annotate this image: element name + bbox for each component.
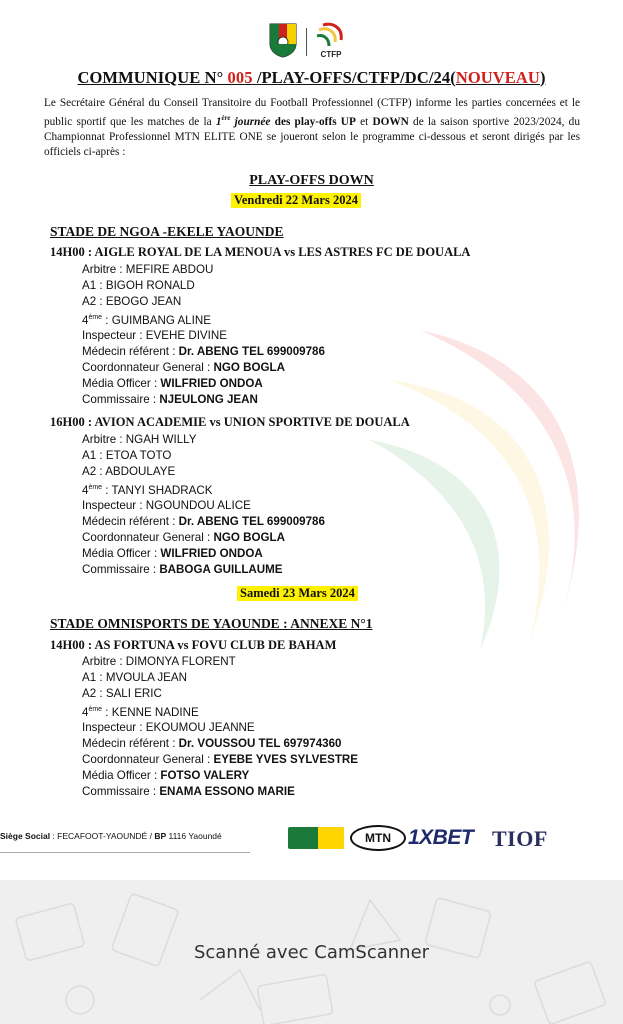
commissaire: Commissaire : BABOGA GUILLAUME bbox=[82, 563, 283, 577]
date-saturday: Samedi 23 Mars 2024 bbox=[237, 586, 358, 601]
media-officer: Média Officer : WILFRIED ONDOA bbox=[82, 377, 263, 391]
nouveau-tag: NOUVEAU bbox=[455, 68, 540, 87]
tiof-logo: TIOF bbox=[492, 826, 548, 851]
1xbet-logo: 1XBET bbox=[408, 826, 474, 849]
match-3-officials bbox=[82, 654, 358, 800]
coordonnateur: Coordonnateur General : EYEBE YVES SYLVESTRE bbox=[82, 753, 359, 767]
media-officer: Média Officer : FOTSO VALERY bbox=[82, 769, 250, 783]
fourth-official: 4ème : TANYI SHADRACK bbox=[82, 483, 213, 497]
match-2-title: 16H00 : AVION ACADEMIE vs UNION SPORTIVE DE DOUALA bbox=[50, 415, 410, 429]
inspecteur: Inspecteur : EVEHE DIVINE bbox=[82, 329, 227, 343]
fecafoot-logo-icon bbox=[268, 22, 298, 58]
elite-one-logo-accent bbox=[318, 827, 344, 849]
arbitre: Arbitre : NGAH WILLY bbox=[82, 433, 197, 446]
ctfp-logo-text: CTFP bbox=[320, 50, 342, 59]
intro-paragraph: Le Secrétaire Général du Conseil Transitoire du Football Professionnel (CTFP) informe les parties concernées et le public sportif que les matches de la 1ère journée des play-offs UP et DOWN de la saison sportive 2023/2024, du Championnat Professionnel MTN ELITE ONE se joueront selon le programme ci-dessous et seront dirigés par les officiels ci-après : bbox=[44, 97, 580, 159]
sponsor-logos bbox=[288, 823, 588, 855]
watermark-emblem bbox=[360, 320, 620, 650]
assistant-1: A1 : MVOULA JEAN bbox=[82, 670, 188, 684]
assistant-2: A2 : EBOGO JEAN bbox=[82, 294, 182, 308]
assistant-1: A1 : ETOA TOTO bbox=[82, 448, 172, 462]
date-friday: Vendredi 22 Mars 2024 bbox=[231, 193, 361, 208]
assistant-2: A2 : SALI ERIC bbox=[82, 686, 162, 700]
ctfp-logo-icon bbox=[313, 22, 349, 60]
camscanner-text: Scanné avec CamScanner bbox=[193, 942, 430, 963]
fourth-official: 4ème : KENNE NADINE bbox=[82, 705, 199, 719]
medecin: Médecin référent : Dr. ABENG TEL 699009786 bbox=[82, 345, 325, 359]
header-logos bbox=[0, 22, 623, 62]
inspecteur: Inspecteur : NGOUNDOU ALICE bbox=[82, 499, 251, 513]
coordonnateur: Coordonnateur General : NGO BOGLA bbox=[82, 531, 285, 545]
arbitre: Arbitre : MEFIRE ABDOU bbox=[82, 263, 214, 276]
match-1-officials bbox=[82, 262, 325, 408]
commissaire: Commissaire : ENAMA ESSONO MARIE bbox=[82, 785, 295, 799]
medecin: Médecin référent : Dr. VOUSSOU TEL 697974360 bbox=[82, 737, 342, 751]
match-1-title: 14H00 : AIGLE ROYAL DE LA MENOUA vs LES ASTRES FC DE DOUALA bbox=[50, 245, 471, 259]
match-3-title: 14H00 : AS FORTUNA vs FOVU CLUB DE BAHAM bbox=[50, 638, 337, 652]
logo-separator bbox=[306, 28, 307, 56]
arbitre: Arbitre : DIMONYA FLORENT bbox=[82, 655, 236, 668]
footer-address: Siège Social : FECAFOOT-YAOUNDÉ / BP 1116 Yaoundé bbox=[0, 831, 222, 841]
assistant-2: A2 : ABDOULAYE bbox=[82, 464, 176, 478]
communique-title: COMMUNIQUE N° 005 /PLAY-OFFS/CTFP/DC/24(NOUVEAU) bbox=[77, 68, 546, 87]
medecin: Médecin référent : Dr. ABENG TEL 699009786 bbox=[82, 515, 325, 529]
stadium-ngoa-ekele: STADE DE NGOA -EKELE YAOUNDE bbox=[50, 224, 284, 239]
coordonnateur: Coordonnateur General : NGO BOGLA bbox=[82, 361, 285, 375]
communique-number: 005 bbox=[227, 68, 253, 87]
inspecteur: Inspecteur : EKOUMOU JEANNE bbox=[82, 721, 255, 735]
section-title: PLAY-OFFS DOWN bbox=[249, 173, 374, 188]
stadium-omnisports-annexe: STADE OMNISPORTS DE YAOUNDE : ANNEXE N°1 bbox=[50, 616, 373, 631]
fourth-official: 4ème : GUIMBANG ALINE bbox=[82, 313, 211, 327]
mtn-logo: MTN bbox=[350, 825, 406, 851]
match-2-officials bbox=[82, 432, 325, 578]
media-officer: Média Officer : WILFRIED ONDOA bbox=[82, 547, 263, 561]
commissaire: Commissaire : NJEULONG JEAN bbox=[82, 393, 258, 407]
footer-divider bbox=[0, 852, 250, 853]
assistant-1: A1 : BIGOH RONALD bbox=[82, 278, 195, 292]
